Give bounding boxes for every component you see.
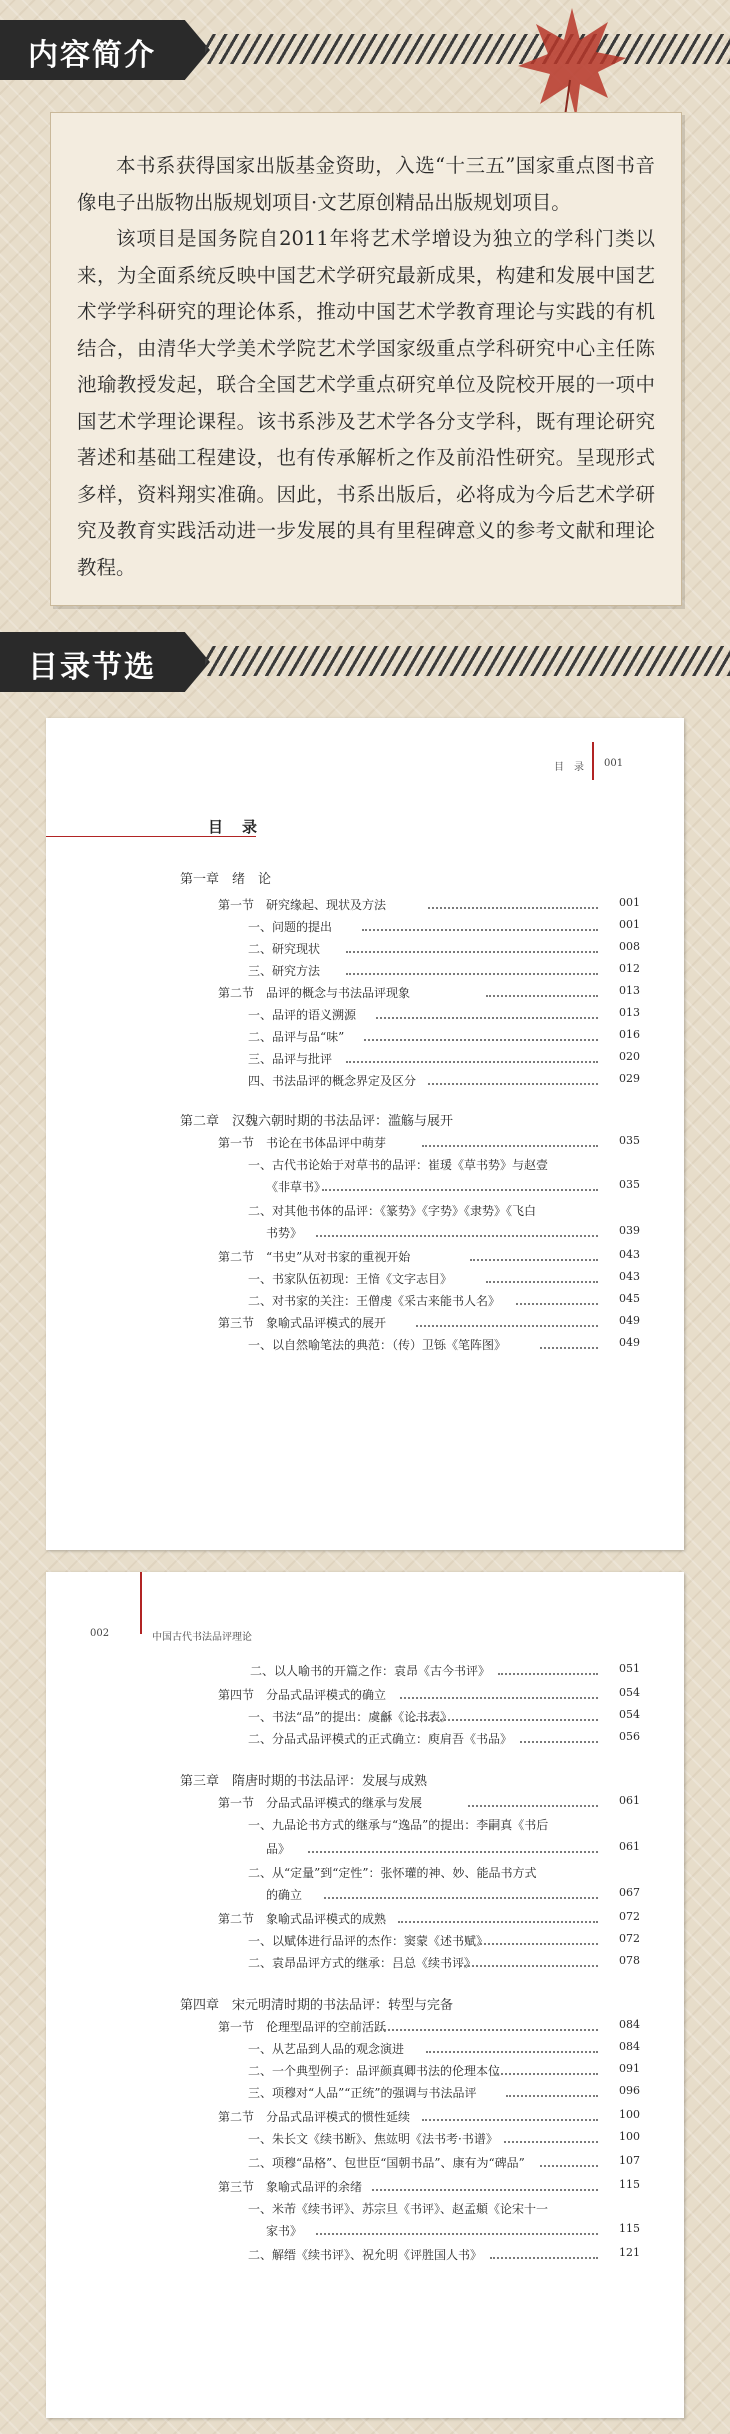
- toc-leader-dots: [470, 1259, 598, 1261]
- toc-leader-dots: [322, 1189, 598, 1191]
- toc-leader-dots: [520, 1741, 598, 1743]
- toc-leader-dots: [428, 907, 598, 909]
- toc-entry: [46, 984, 684, 1004]
- toc-entry: [46, 1202, 684, 1222]
- intro-paragraph: 本书系获得国家出版基金资助，入选“十三五”国家重点图书音像电子出版物出版规划项目·文艺原创精品出版规划项目。: [77, 154, 655, 214]
- toc-entry: [46, 1932, 684, 1952]
- toc-leader-dots: [324, 1897, 598, 1899]
- toc-leader-dots: [428, 1083, 598, 1085]
- toc-heading: 目 录: [208, 818, 260, 836]
- toc-entry-title: 一、米芾《续书评》、苏宗旦《书评》、赵孟頫《论宋十一: [248, 2202, 549, 2216]
- toc-entry: [46, 2018, 684, 2038]
- toc-leader-dots: [372, 2189, 598, 2191]
- toc-leader-dots: [346, 973, 598, 975]
- toc-section-header: [0, 632, 730, 692]
- toc-leader-dots: [400, 1697, 598, 1699]
- toc-entry-page: 043: [619, 1248, 640, 1261]
- toc-leader-dots: [506, 2095, 598, 2097]
- toc-entry-page: 091: [619, 2062, 640, 2075]
- toc-entry-page: 001: [619, 918, 640, 931]
- toc-entry-title: 一、以自然喻笔法的典范：（传）卫铄《笔阵图》: [248, 1338, 507, 1352]
- toc-leader-dots: [422, 2119, 598, 2121]
- toc-entry-page: 067: [619, 1886, 640, 1899]
- toc-entry-title: 《非草书》: [266, 1180, 327, 1194]
- toc-entry-title: 第三节 象喻式品评模式的展开: [218, 1316, 387, 1330]
- toc-entry: [46, 1006, 684, 1026]
- intro-content-box: [50, 112, 682, 606]
- toc-entry-title: 第一节 伦理型品评的空前活跃: [218, 2020, 387, 2034]
- stripe-decoration: [205, 646, 730, 676]
- toc-leader-dots: [316, 1235, 598, 1237]
- intro-paragraph: 该项目是国务院自2011年将艺术学增设为独立的学科门类以来，为全面系统反映中国艺术学研究最新成果，构建和发展中国艺术学学科研究的理论体系，推动中国艺术学教育理论与实践的有机结合，由清华大学美术学院艺术学国家级重点学科研究中心主任陈池瑜教授发起，联合全国艺术学重点研究单位及院校开展的一项中国艺术学理论课程。该书系涉及艺术学各分支学科，既有理论研究著述和基础工程建设，也有传承解析之作及前沿性研究。呈现形式多样，资料翔实准确。因此，书系出版后，必将成为今后艺术学研究及教育实践活动进一步发展的具有里程碑意义的参考文献和理论教程。: [77, 227, 655, 579]
- toc-entry: [46, 1794, 684, 1814]
- toc-entry-page: 054: [619, 1708, 640, 1721]
- toc-entry-title: 二、一个典型例子：品评颜真卿书法的伦理本位: [248, 2064, 501, 2078]
- toc-entry: [46, 1336, 684, 1356]
- toc-entry: [46, 1994, 684, 2014]
- toc-entry: [46, 2222, 684, 2242]
- toc-entry-page: 115: [619, 2178, 640, 2191]
- toc-entry-page: 061: [619, 1794, 640, 1807]
- toc-leader-dots: [486, 1281, 598, 1283]
- toc-entry: [46, 868, 684, 888]
- toc-entry: [46, 1314, 684, 1334]
- page-number: 001: [604, 758, 624, 769]
- toc-entry-page: 043: [619, 1270, 640, 1283]
- toc-entry-title: 二、解缙《续书评》、祝允明《评胜国人书》: [248, 2248, 483, 2262]
- toc-entry: [46, 2130, 684, 2150]
- toc-heading-rule: [46, 836, 256, 837]
- toc-entry-page: 096: [619, 2084, 640, 2097]
- toc-entry-title: 一、品评的语义溯源: [248, 1008, 357, 1022]
- toc-entry-page: 051: [619, 1662, 640, 1675]
- toc-entry-title: 一、书家队伍初现：王愔《文字志目》: [248, 1272, 453, 1286]
- toc-entry: [46, 1178, 684, 1198]
- toc-leader-dots: [412, 1719, 598, 1721]
- toc-entry: [46, 1072, 684, 1092]
- toc-leader-dots: [416, 1325, 598, 1327]
- toc-entry-title: 二、研究现状: [248, 942, 321, 956]
- toc-entry-page: 100: [619, 2130, 640, 2143]
- toc-entry-title: 二、对其他书体的品评：《篆势》《字势》《隶势》《飞白: [248, 1204, 537, 1218]
- toc-leader-dots: [490, 2257, 598, 2259]
- toc-entry: [46, 1028, 684, 1048]
- toc-entry: [46, 1840, 684, 1860]
- toc-entry-title: 一、九品论书方式的继承与“逸品”的提出：李嗣真《书后: [248, 1818, 549, 1832]
- toc-entry: [46, 1156, 684, 1176]
- toc-entry-page: 008: [619, 940, 640, 953]
- toc-entry-title: 一、朱长文《续书断》、焦竑明《法书考·书谱》: [248, 2132, 498, 2146]
- toc-entry: [46, 2040, 684, 2060]
- toc-entry-page: 013: [619, 1006, 640, 1019]
- toc-entry: [46, 1270, 684, 1290]
- toc-entry-title: 书势》: [266, 1226, 303, 1240]
- toc-leader-dots: [516, 1303, 598, 1305]
- toc-entry-title: 第一节 书论在书体品评中萌芽: [218, 1136, 387, 1150]
- toc-leader-dots: [380, 2029, 598, 2031]
- toc-entry: [46, 1954, 684, 1974]
- toc-entry: [46, 1816, 684, 1836]
- toc-entry: [46, 1050, 684, 1070]
- toc-leader-dots: [480, 1943, 598, 1945]
- toc-entry-title: 一、古代书论始于对草书的品评：崔瑗《草书势》与赵壹: [248, 1158, 549, 1172]
- toc-entry: [46, 1910, 684, 1930]
- toc-entry-title: 第三章 隋唐时期的书法品评：发展与成熟: [180, 1774, 428, 1789]
- toc-entry-title: 第四章 宋元明清时期的书法品评：转型与完备: [180, 1998, 454, 2013]
- toc-leader-dots: [364, 1039, 598, 1041]
- toc-page-2: [46, 1572, 684, 2418]
- toc-entry: [46, 1864, 684, 1884]
- toc-entry: [46, 1708, 684, 1728]
- toc-entry-title: 二、品评与品“味”: [248, 1030, 345, 1044]
- toc-entry-page: 078: [619, 1954, 640, 1967]
- toc-entry-page: 016: [619, 1028, 640, 1041]
- toc-entry-title: 品》: [266, 1842, 291, 1856]
- toc-entry-title: 第一节 分品式品评模式的继承与发展: [218, 1796, 423, 1810]
- toc-entry-title: 二、从“定量”到“定性”：张怀瓘的神、妙、能品书方式: [248, 1866, 537, 1880]
- toc-entry: [46, 962, 684, 982]
- toc-entry-page: 121: [619, 2246, 640, 2259]
- toc-entry-title: 第二章 汉魏六朝时期的书法品评：滥觞与展开: [180, 1114, 454, 1129]
- toc-entry-page: 012: [619, 962, 640, 975]
- toc-entry-title: 三、项穆对“人品”“正统”的强调与书法品评: [248, 2086, 477, 2100]
- toc-entry-title: 第三节 象喻式品评的余绪: [218, 2180, 363, 2194]
- toc-entry: [46, 2062, 684, 2082]
- toc-leader-dots: [316, 2233, 598, 2235]
- toc-leader-dots: [498, 1673, 598, 1675]
- toc-leader-dots: [486, 995, 598, 997]
- toc-entry: [46, 1662, 684, 1682]
- toc-entry-title: 一、从艺品到人品的观念演进: [248, 2042, 405, 2056]
- toc-entry: [46, 940, 684, 960]
- toc-entry: [46, 1886, 684, 1906]
- toc-entry-page: 056: [619, 1730, 640, 1743]
- toc-leader-dots: [540, 1347, 598, 1349]
- toc-entry-page: 100: [619, 2108, 640, 2121]
- toc-entry-page: 072: [619, 1932, 640, 1945]
- toc-entry-page: 045: [619, 1292, 640, 1305]
- toc-leader-dots: [540, 2165, 598, 2167]
- toc-entry: [46, 1134, 684, 1154]
- toc-entry-page: 035: [619, 1134, 640, 1147]
- toc-leader-dots: [494, 2073, 598, 2075]
- toc-leader-dots: [398, 1921, 598, 1923]
- toc-entry-page: 035: [619, 1178, 640, 1191]
- toc-entry-title: 一、问题的提出: [248, 920, 333, 934]
- section-title-toc: 目录节选: [28, 650, 156, 685]
- toc-entry: [46, 1224, 684, 1244]
- stripe-decoration: [205, 34, 730, 64]
- running-head-rule: [140, 1572, 142, 1634]
- page-number: 002: [90, 1628, 110, 1639]
- toc-entry-title: 二、袁昂品评方式的继承：吕总《续书评》: [248, 1956, 477, 1970]
- toc-page-1: [46, 718, 684, 1550]
- toc-entry: [46, 1292, 684, 1312]
- toc-entry-title: 第一章 绪 论: [180, 872, 272, 887]
- toc-entry-title: 一、以赋体进行品评的杰作：窦蒙《述书赋》: [248, 1934, 489, 1948]
- toc-entry: [46, 2108, 684, 2128]
- toc-entry-page: 107: [619, 2154, 640, 2167]
- toc-entry-page: 020: [619, 1050, 640, 1063]
- toc-entry-title: 第二节 品评的概念与书法品评现象: [218, 986, 411, 1000]
- toc-leader-dots: [362, 929, 598, 931]
- toc-entry: [46, 1730, 684, 1750]
- section-title-intro: 内容简介: [28, 38, 156, 73]
- toc-entry-page: 013: [619, 984, 640, 997]
- toc-leader-dots: [308, 1851, 598, 1853]
- toc-entry: [46, 1686, 684, 1706]
- toc-entry-page: 049: [619, 1336, 640, 1349]
- running-head: 目 录: [554, 762, 584, 773]
- toc-entry-title: 二、以人喻书的开篇之作：袁昂《古今书评》: [250, 1664, 491, 1678]
- toc-entry: [46, 2084, 684, 2104]
- toc-entry: [46, 918, 684, 938]
- toc-entry: [46, 2178, 684, 2198]
- toc-leader-dots: [346, 1061, 598, 1063]
- toc-entry-page: 029: [619, 1072, 640, 1085]
- toc-entry-title: 第一节 研究缘起、现状及方法: [218, 898, 387, 912]
- toc-entry-page: 115: [619, 2222, 640, 2235]
- toc-entry-page: 061: [619, 1840, 640, 1853]
- toc-entry-title: 四、书法品评的概念界定及区分: [248, 1074, 417, 1088]
- toc-leader-dots: [504, 2141, 598, 2143]
- running-head: 中国古代书法品评理论: [152, 1632, 252, 1643]
- toc-entry-title: 第二节 象喻式品评模式的成熟: [218, 1912, 387, 1926]
- toc-entry: [46, 1248, 684, 1268]
- toc-entry: [46, 1770, 684, 1790]
- toc-entry-page: 054: [619, 1686, 640, 1699]
- toc-entry-title: 第四节 分品式品评模式的确立: [218, 1688, 387, 1702]
- toc-leader-dots: [346, 951, 598, 953]
- toc-entry-title: 二、对书家的关注：王僧虔《采古来能书人名》: [248, 1294, 501, 1308]
- toc-entry-title: 的确立: [266, 1888, 303, 1902]
- toc-entry-page: 084: [619, 2040, 640, 2053]
- toc-entry-page: 072: [619, 1910, 640, 1923]
- toc-entry-title: 家书》: [266, 2224, 303, 2238]
- toc-entry-title: 二、项穆“品格”、包世臣“国朝书品”、康有为“碑品”: [248, 2156, 525, 2170]
- toc-leader-dots: [468, 1805, 598, 1807]
- toc-entry-title: 三、研究方法: [248, 964, 321, 978]
- toc-leader-dots: [460, 1965, 598, 1967]
- toc-leader-dots: [422, 1145, 598, 1147]
- toc-leader-dots: [376, 1017, 598, 1019]
- toc-leader-dots: [426, 2051, 598, 2053]
- toc-entry: [46, 2246, 684, 2266]
- toc-entry-title: 三、品评与批评: [248, 1052, 333, 1066]
- running-head-rule: [592, 742, 594, 780]
- toc-entry-page: 039: [619, 1224, 640, 1237]
- toc-entry-page: 084: [619, 2018, 640, 2031]
- toc-entry: [46, 1110, 684, 1130]
- toc-entry-title: 一、书法“品”的提出：虞龢《论书表》: [248, 1710, 453, 1724]
- toc-entry: [46, 2200, 684, 2220]
- toc-entry-page: 049: [619, 1314, 640, 1327]
- toc-entry-title: 第二节 “书史”从对书家的重视开始: [218, 1250, 411, 1264]
- toc-entry-page: 001: [619, 896, 640, 909]
- toc-entry: [46, 896, 684, 916]
- toc-entry-title: 二、分品式品评模式的正式确立：庾肩吾《书品》: [248, 1732, 513, 1746]
- toc-entry-title: 第二节 分品式品评模式的惯性延续: [218, 2110, 411, 2124]
- toc-entry: [46, 2154, 684, 2174]
